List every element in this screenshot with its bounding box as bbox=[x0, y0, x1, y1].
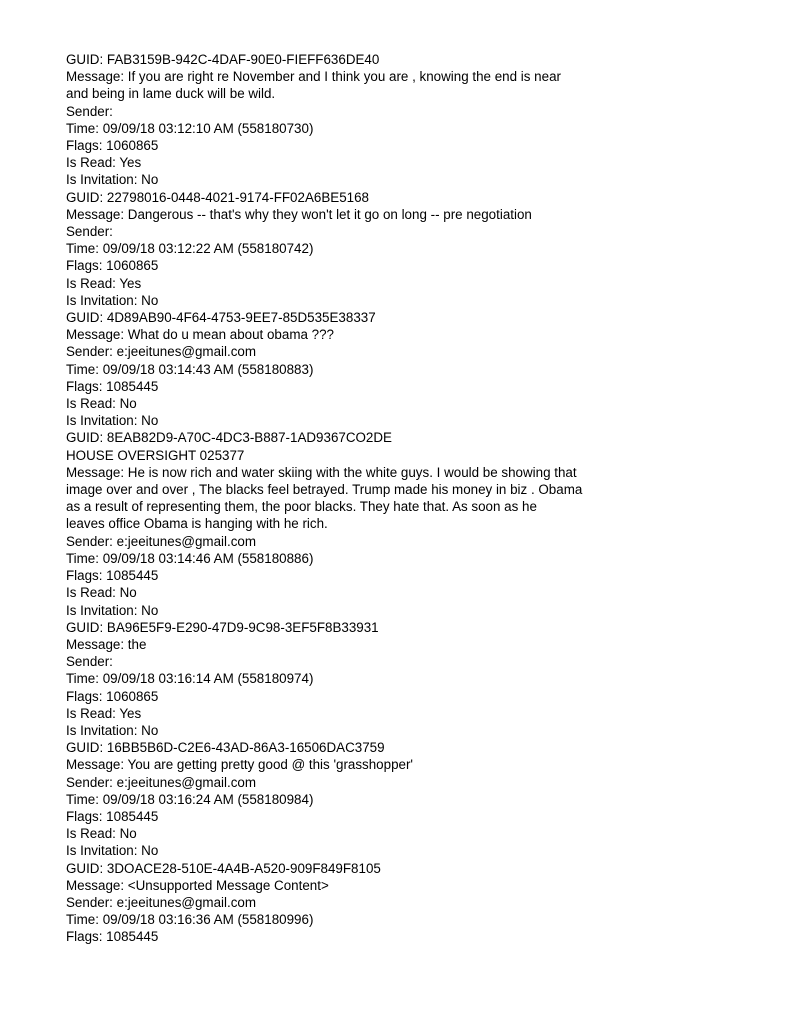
log-line: Is Invitation: No bbox=[66, 843, 159, 859]
log-line: Message: the bbox=[66, 636, 147, 652]
log-line: as a result of representing them, the poor blacks. They hate that. As soon as he bbox=[66, 499, 537, 515]
log-line: Sender: e:jeeitunes@gmail.com bbox=[66, 533, 256, 549]
log-line: Is Read: Yes bbox=[66, 155, 142, 171]
log-line: Flags: 1085445 bbox=[66, 929, 159, 945]
log-line: GUID: 3DOACE28-510E-4A4B-A520-909F849F8105 bbox=[66, 860, 381, 876]
log-line: Message: <Unsupported Message Content> bbox=[66, 877, 329, 893]
log-line: Flags: 1085445 bbox=[66, 378, 159, 394]
log-line: GUID: 4D89AB90-4F64-4753-9EE7-85D535E38337 bbox=[66, 310, 376, 326]
log-line: GUID: BA96E5F9-E290-47D9-9C98-3EF5F8B33931 bbox=[66, 619, 379, 635]
log-line: Time: 09/09/18 03:14:43 AM (558180883) bbox=[66, 361, 314, 377]
log-line: GUID: FAB3159B-942C-4DAF-90E0-FIEFF636DE40 bbox=[66, 52, 380, 67]
message-log bbox=[66, 51, 766, 946]
log-line: Time: 09/09/18 03:12:10 AM (558180730) bbox=[66, 120, 314, 136]
log-line: Message: Dangerous -- that's why they won't let it go on long -- pre negotiation bbox=[66, 206, 532, 222]
log-line: Is Invitation: No bbox=[66, 602, 159, 618]
log-line: Is Read: No bbox=[66, 585, 137, 601]
log-line: Time: 09/09/18 03:12:22 AM (558180742) bbox=[66, 241, 314, 257]
log-line: Message: You are getting pretty good @ this 'grasshopper' bbox=[66, 757, 413, 773]
log-line: HOUSE OVERSIGHT 025377 bbox=[66, 447, 245, 463]
log-line: Message: If you are right re November and I think you are , knowing the end is near bbox=[66, 69, 561, 85]
log-line: Flags: 1085445 bbox=[66, 808, 159, 824]
log-line: Flags: 1060865 bbox=[66, 138, 159, 154]
log-line: Time: 09/09/18 03:16:24 AM (558180984) bbox=[66, 791, 314, 807]
log-line: Is Invitation: No bbox=[66, 722, 159, 738]
log-line: Message: He is now rich and water skiing with the white guys. I would be showing that bbox=[66, 464, 577, 480]
log-line: Is Invitation: No bbox=[66, 413, 159, 429]
log-line: Is Read: No bbox=[66, 396, 137, 412]
log-line: Message: What do u mean about obama ??? bbox=[66, 327, 334, 343]
log-line: and being in lame duck will be wild. bbox=[66, 86, 276, 102]
log-line: Flags: 1060865 bbox=[66, 258, 159, 274]
log-line: Sender: bbox=[66, 654, 117, 670]
log-line: Time: 09/09/18 03:14:46 AM (558180886) bbox=[66, 550, 314, 566]
log-line: Sender: bbox=[66, 224, 117, 240]
log-line: leaves office Obama is hanging with he rich. bbox=[66, 516, 328, 532]
log-line: Sender: e:jeeitunes@gmail.com bbox=[66, 344, 256, 360]
log-line: Is Invitation: No bbox=[66, 292, 159, 308]
log-line: Sender: bbox=[66, 103, 117, 119]
log-line: Time: 09/09/18 03:16:36 AM (558180996) bbox=[66, 912, 314, 928]
log-line: GUID: 8EAB82D9-A70C-4DC3-B887-1AD9367CO2DE bbox=[66, 430, 392, 446]
log-line: GUID: 22798016-0448-4021-9174-FF02A6BE5168 bbox=[66, 189, 369, 205]
log-line: Is Invitation: No bbox=[66, 172, 159, 188]
log-line: Is Read: Yes bbox=[66, 275, 142, 291]
log-line: Is Read: No bbox=[66, 826, 137, 842]
log-line: Flags: 1060865 bbox=[66, 688, 159, 704]
log-line: Flags: 1085445 bbox=[66, 568, 159, 584]
log-line: image over and over , The blacks feel betrayed. Trump made his money in biz . Obama bbox=[66, 482, 583, 498]
log-line: GUID: 16BB5B6D-C2E6-43AD-86A3-16506DAC3759 bbox=[66, 740, 385, 756]
log-line: Is Read: Yes bbox=[66, 705, 142, 721]
log-line: Sender: e:jeeitunes@gmail.com bbox=[66, 894, 256, 910]
log-line: Sender: e:jeeitunes@gmail.com bbox=[66, 774, 256, 790]
log-line: Time: 09/09/18 03:16:14 AM (558180974) bbox=[66, 671, 314, 687]
